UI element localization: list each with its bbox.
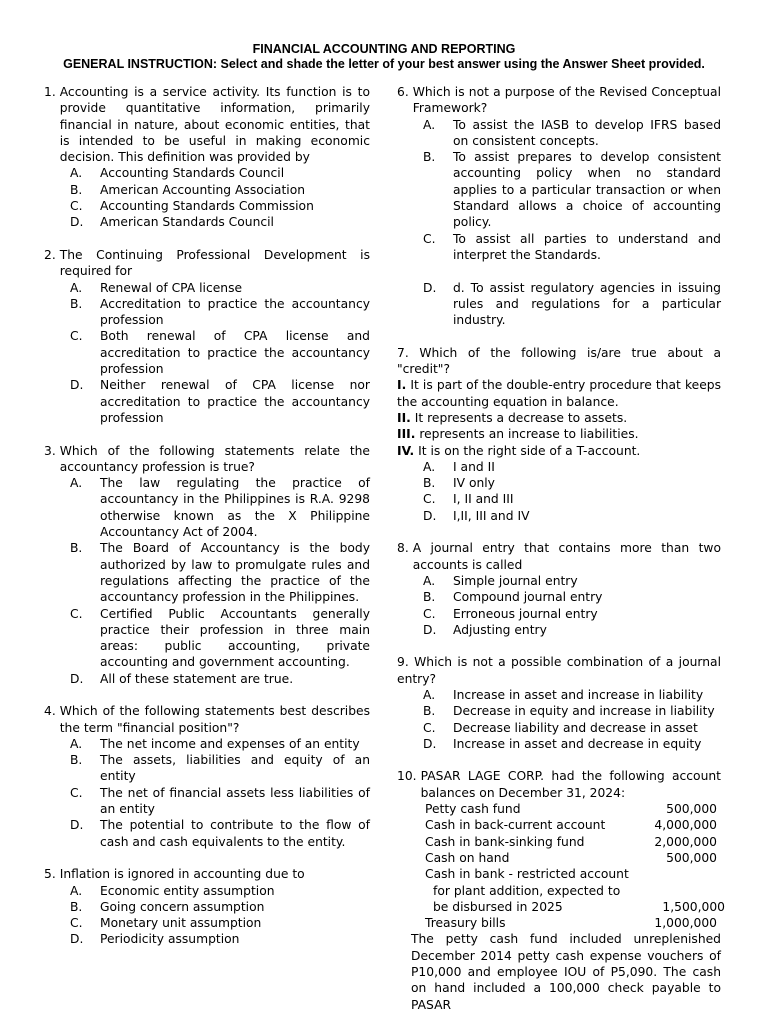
option-c[interactable]: C. Monetary unit assumption [70,916,262,931]
question-stem: Inflation is ignored in accounting due to [59,867,305,882]
question-number: 5. [44,867,56,882]
question-stem: Which of the following is/are true about a "credit"? [397,345,721,377]
question-number: 3. [44,443,56,458]
option-d[interactable]: D. Increase in asset and decrease in equity [423,736,702,751]
option-b[interactable]: B. Compound journal entry [423,590,603,605]
option-b[interactable]: B. American Accounting Association [70,182,306,197]
option-a[interactable]: A. Increase in asset and increase in liability [423,687,704,702]
balance-row: Treasury bills 1,000,000 [425,916,717,931]
question-stem: Which of the following statements best describes the term "financial position"? [59,704,370,735]
option-b[interactable]: B. To assist prepares to develop consistent accounting policy when no standard applies to a particular transaction or when Standard allows a choice of accounting policy. [423,150,721,230]
question-stem: A journal entry that contains more than two accounts is called [412,541,721,572]
balance-row: Cash in back-current account 4,000,000 [425,818,717,833]
question-paragraph: The petty cash fund included unreplenished December 2014 petty cash expense vouchers of P10,000 and employee IOU of P5,090. The cash on hand included a 100,000 check payable to PASAR [411,932,721,1012]
option-a[interactable]: A. I and II [423,459,495,474]
question-stem: Which of the following statements relate the accountancy profession is true? [59,443,370,474]
option-a[interactable]: A. The net income and expenses of an entity [70,736,360,751]
general-instruction: GENERAL INSTRUCTION: Select and shade the letter of your best answer using the Answer Sheet provided. [63,57,705,71]
right-column [397,84,725,1029]
question-stem: The Continuing Professional Development is required for [59,247,370,279]
option-d[interactable]: D. Adjusting entry [423,622,547,637]
option-c[interactable]: C. The net of financial assets less liabilities of an entity [70,785,370,817]
question-4 [44,703,370,850]
question-stem: Accounting is a service activity. Its function is to provide quantitative information, primarily financial in nature, about economic entities, that is intended to be useful in making economic decision. This definition was provided by [59,85,370,165]
question-3 [44,443,370,687]
balance-row: be disbursed in 2025 1,500,000 [433,899,725,914]
question-1 [44,84,370,231]
question-number: 2. [44,247,56,262]
question-stem: PASAR LAGE CORP. had the following account balances on December 31, 2024: [420,769,721,800]
question-stem: Which is not a purpose of the Revised Conceptual Framework? [412,85,721,116]
option-b[interactable]: B. The Board of Accountancy is the body authorized by law to promulgate rules and regulations affecting the practice of the accountancy profession in the Philippines. [70,541,370,605]
option-c[interactable]: C. Accounting Standards Commission [70,199,314,214]
balance-row: for plant addition, expected to [433,883,621,898]
question-8 [397,540,721,638]
option-b[interactable]: B. The assets, liabilities and equity of an entity [70,753,370,784]
option-c[interactable]: C. Both renewal of CPA license and accreditation to practice the accountancy profession [70,329,370,377]
statement-ii: II. It represents a decrease to assets. [397,410,628,425]
question-number: 7. [397,345,409,360]
question-number: 6. [397,85,409,99]
option-d[interactable]: D. Neither renewal of CPA license nor accreditation to practice the accountancy profession [70,378,370,425]
option-c[interactable]: C. Certified Public Accountants generally practice their profession in three main areas: public accounting, private accounting and government accounting. [70,606,370,670]
option-b[interactable]: B. Decrease in equity and increase in liability [423,704,715,719]
option-a[interactable]: A. To assist the IASB to develop IFRS based on consistent concepts. [423,117,721,148]
question-2 [44,247,370,426]
question-6 [397,84,721,328]
option-b[interactable]: B. Accreditation to practice the accountancy profession [70,296,370,328]
question-stem: Which is not a possible combination of a journal entry? [397,655,721,686]
balance-row: Petty cash fund 500,000 [425,802,717,817]
statement-iii: III. represents an increase to liabilities. [397,427,639,442]
question-5 [44,866,370,947]
option-d[interactable]: D. American Standards Council [70,215,274,230]
option-b[interactable]: B. IV only [423,476,495,491]
question-9 [397,654,721,752]
option-d[interactable]: D. All of these statement are true. [70,671,294,686]
option-a[interactable]: A. The law regulating the practice of accountancy in the Philippines is R.A. 9298 otherwise known as the X Philippine Accountancy Act of 2004. [70,476,370,540]
option-d[interactable]: D. The potential to contribute to the flow of cash and cash equivalents to the entity. [70,818,370,849]
question-10 [397,768,725,1012]
option-a[interactable]: A. Economic entity assumption [70,883,275,898]
question-number: 9. [397,655,409,670]
option-d[interactable]: D. d. To assist regulatory agencies in issuing rules and regulations for a particular industry. [423,280,721,328]
option-a[interactable]: A. Renewal of CPA license [70,280,243,295]
option-d[interactable]: D. I,II, III and IV [423,508,530,523]
left-column [44,84,370,964]
question-number: 8. [397,541,409,556]
option-c[interactable]: C. To assist all parties to understand and interpret the Standards. [423,231,721,262]
statement-iv: IV. It is on the right side of a T-account. [397,443,641,458]
balance-row: Cash in bank - restricted account [425,867,629,882]
option-c[interactable]: C. I, II and III [423,492,514,507]
question-number: 4. [44,704,56,719]
balance-row: Cash on hand 500,000 [425,850,717,865]
question-number: 1. [44,85,56,99]
option-a[interactable]: A. Simple journal entry [423,573,578,588]
option-a[interactable]: A. Accounting Standards Council [70,166,285,181]
balance-row: Cash in bank-sinking fund 2,000,000 [425,834,717,849]
option-c[interactable]: C. Decrease liability and decrease in asset [423,720,698,735]
question-number: 10. [397,769,417,784]
question-7 [397,345,721,524]
option-b[interactable]: B. Going concern assumption [70,899,265,914]
document-title: FINANCIAL ACCOUNTING AND REPORTING [252,42,516,56]
option-c[interactable]: C. Erroneous journal entry [423,606,598,621]
statement-i: I. It is part of the double-entry procedure that keeps the accounting equation in balance. [397,378,721,409]
option-d[interactable]: D. Periodicity assumption [70,932,240,947]
